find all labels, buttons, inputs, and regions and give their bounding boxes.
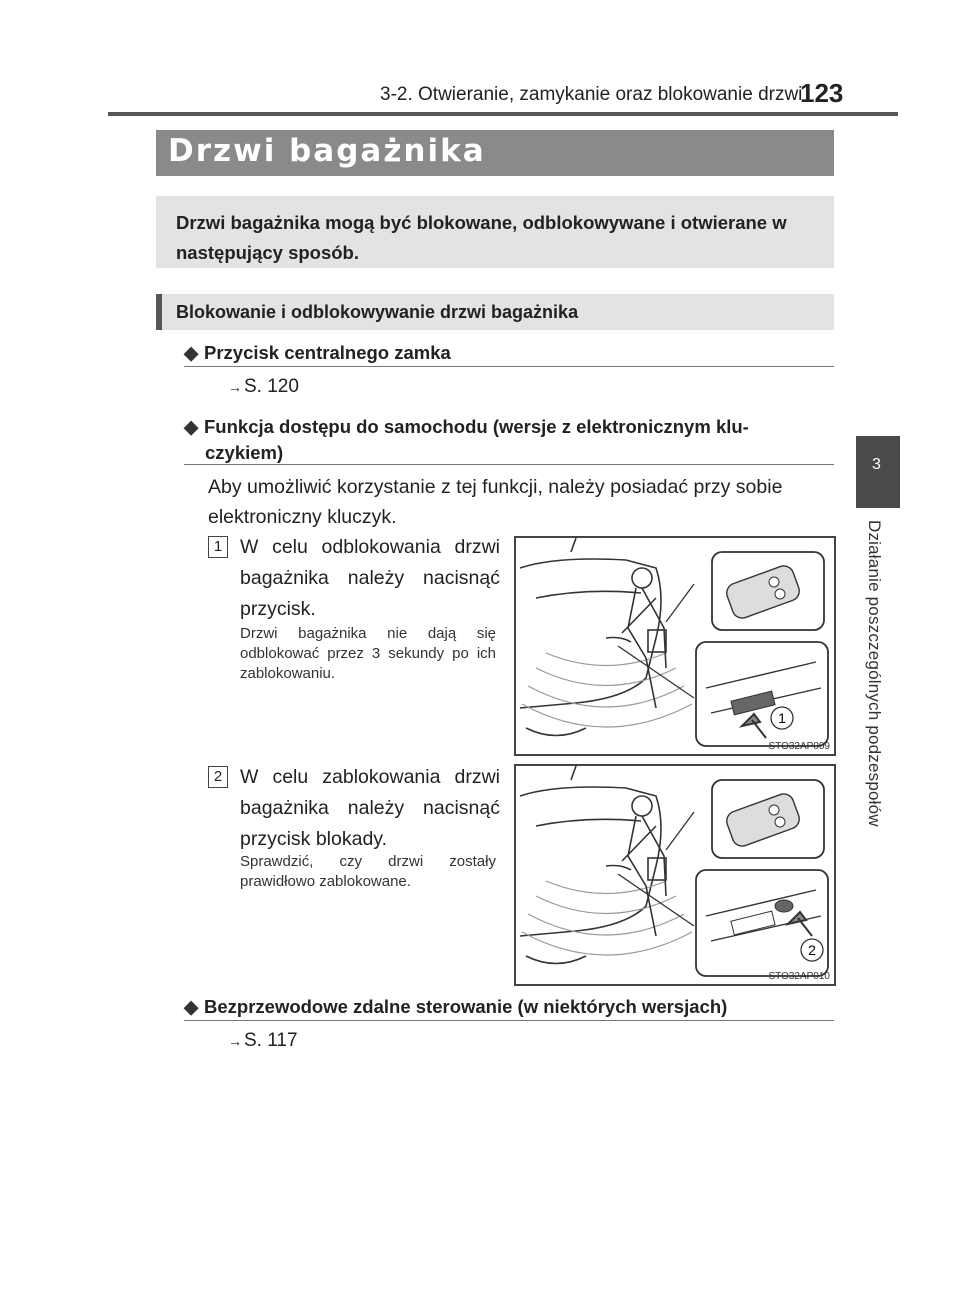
subheading-text-continued: czykiem): [205, 442, 284, 463]
page-title: Drzwi bagażnika: [168, 133, 486, 169]
reference-text: S. 117: [244, 1030, 298, 1051]
page-number: 123: [800, 78, 844, 108]
chapter-title: Działanie poszczególnych podzespołów: [865, 520, 884, 827]
subheading-text: Bezprzewodowe zdalne sterowanie (w niektórych wersjach): [204, 996, 728, 1017]
subheading-central-lock: [184, 340, 451, 366]
figure-callout: 2: [808, 942, 816, 958]
step-number: [208, 766, 228, 788]
reference-text: S. 120: [244, 376, 299, 397]
step-text: W celu zablokowania drzwi bagażnika należy nacisnąć przycisk blokady.: [240, 766, 500, 850]
step-note: Sprawdzić, czy drzwi zostały prawidłowo zablokowane.: [240, 853, 496, 890]
step-number-box: 2: [208, 766, 228, 788]
figure-code: STO32AP009: [768, 741, 830, 752]
header-section-title: 3-2. Otwieranie, zamykanie oraz blokowanie drzwi: [380, 84, 803, 105]
subheading-text: Przycisk centralnego zamka: [204, 342, 451, 363]
diamond-icon: ◆: [184, 996, 199, 1017]
step-text: W celu odblokowania drzwi bagażnika należy nacisnąć przycisk.: [240, 536, 500, 620]
page-reference: [228, 376, 299, 398]
car-trunk-illustration: [516, 538, 834, 754]
subheading-rule: [184, 464, 834, 465]
step-number: [208, 536, 228, 558]
body-paragraph: Aby umożliwić korzystanie z tej funkcji, należy posiadać przy sobie elektroniczny kluczyk.: [208, 476, 783, 528]
diamond-icon: ◆: [184, 342, 199, 363]
subheading-rule: [184, 1020, 834, 1021]
arrow-right-icon: →: [228, 379, 242, 395]
car-trunk-illustration: [516, 766, 834, 984]
arrow-right-icon: →: [228, 1033, 242, 1049]
step-note: Drzwi bagażnika nie dają się odblokować przez 3 sekundy po ich zablokowaniu.: [240, 625, 496, 682]
figure-unlock: [514, 536, 836, 756]
header-rule: [108, 112, 898, 116]
diamond-icon: ◆: [184, 416, 199, 437]
chapter-number: 3: [872, 456, 881, 473]
figure-code: STO32AP010: [768, 971, 830, 982]
section-heading: Blokowanie i odblokowywanie drzwi bagażnika: [176, 302, 579, 322]
subheading-smart-entry: [184, 414, 834, 466]
subheading-remote-control: [184, 994, 727, 1020]
intro-text: Drzwi bagażnika mogą być blokowane, odblokowywane i otwierane w następujący sposób.: [176, 212, 787, 263]
figure-callout: 1: [778, 710, 786, 726]
figure-lock: [514, 764, 836, 986]
section-marker: [156, 294, 162, 330]
subheading-text: Funkcja dostępu do samochodu (wersje z elektronicznym klu-: [204, 416, 749, 437]
page-reference: [228, 1030, 298, 1052]
subheading-rule: [184, 366, 834, 367]
step-number-box: 1: [208, 536, 228, 558]
